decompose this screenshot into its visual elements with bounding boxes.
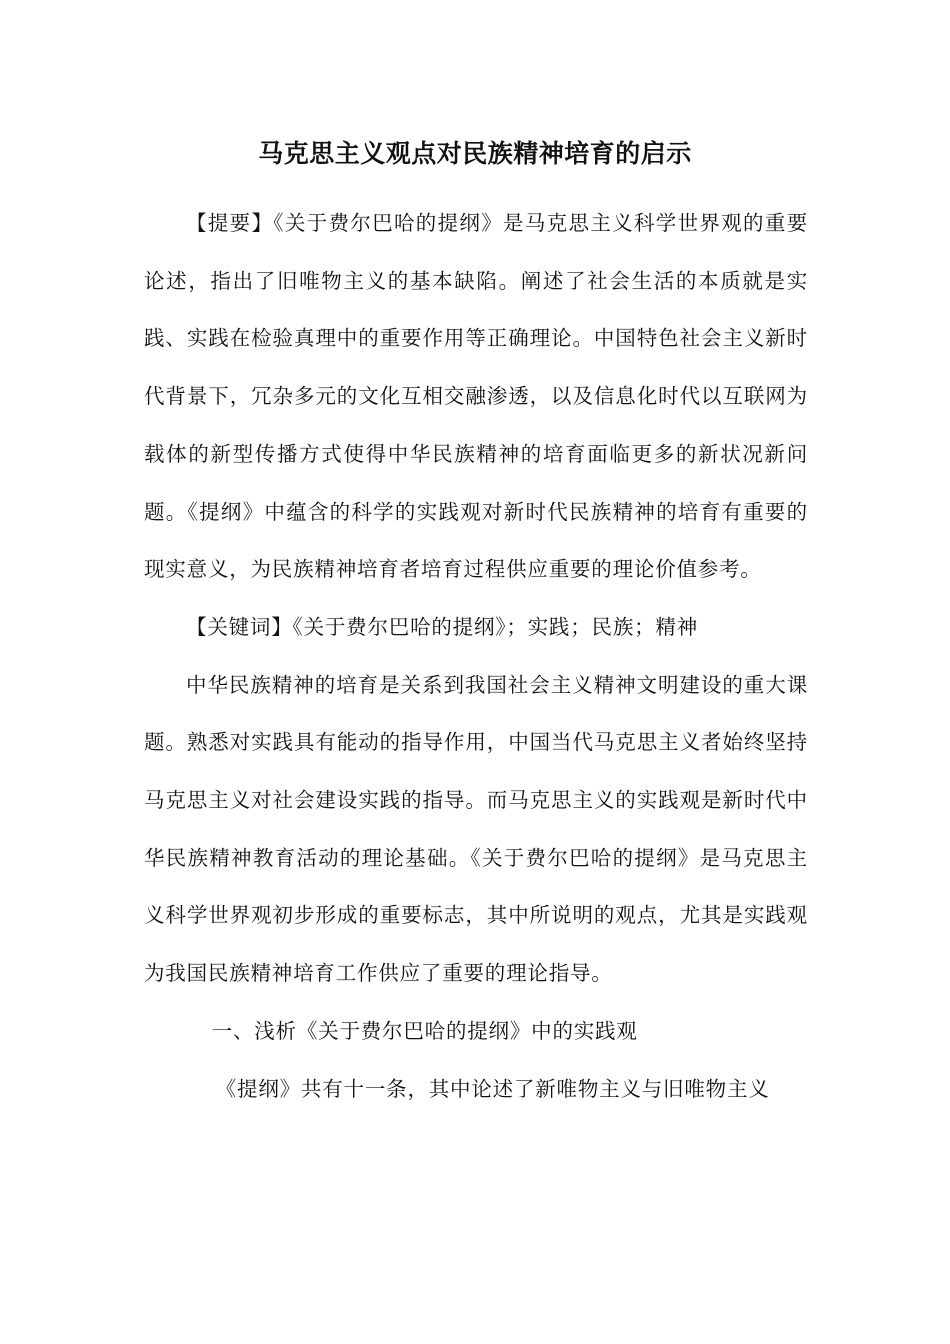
section-paragraph: 《提纲》共有十一条，其中论述了新唯物主义与旧唯物主义 [215, 1076, 770, 1101]
document-body [144, 195, 808, 1118]
document-title: 马克思主义观点对民族精神培育的启示 [258, 139, 692, 168]
abstract-paragraph: 【提要】《关于费尔巴哈的提纲》是马克思主义科学世界观的重要论述，指出了旧唯物主义的基本缺陷。阐述了社会生活的本质就是实践、实践在检验真理中的重要作用等正确理论。中国特色社会主义新时代背景下，冗杂多元的文化互相交融渗透，以及信息化时代以互联网为载体的新型传播方式使得中华民族精神的培育面临更多的新状况新问题。《提纲》中蕴含的科学的实践观对新时代民族精神的培育有重要的现实意义，为民族精神培育者培育过程供应重要的理论价值参考。 [144, 211, 808, 582]
section-heading: 一、浅析《关于费尔巴哈的提纲》中的实践观 [211, 1018, 638, 1043]
intro-paragraph: 中华民族精神的培育是关系到我国社会主义精神文明建设的重大课题。熟悉对实践具有能动的指导作用，中国当代马克思主义者始终坚持马克思主义对社会建设实践的指导。而马克思主义的实践观是新时代中华民族精神教育活动的理论基础。《关于费尔巴哈的提纲》是马克思主义科学世界观初步形成的重要标志，其中所说明的观点，尤其是实践观为我国民族精神培育工作供应了重要的理论指导。 [144, 672, 808, 986]
keywords-paragraph: 【关键词】《关于费尔巴哈的提纲》；实践；民族；精神 [186, 614, 699, 639]
